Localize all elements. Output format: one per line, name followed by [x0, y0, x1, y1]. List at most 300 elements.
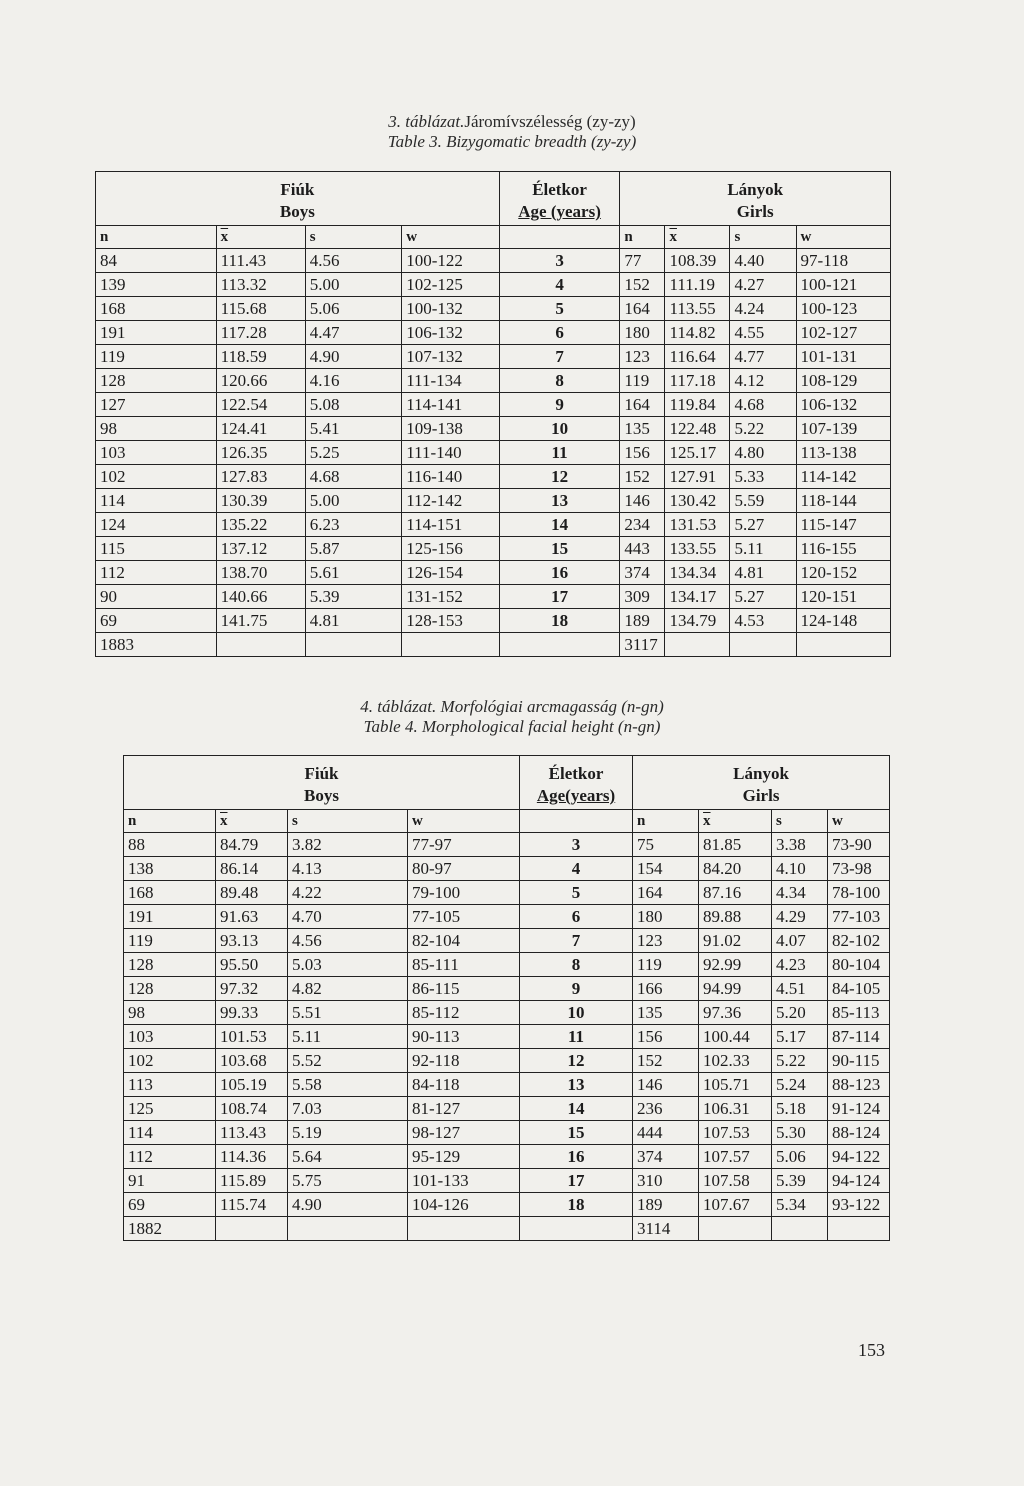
- age-cell: 12: [520, 1049, 633, 1073]
- boys-mean-cell: 118.59: [216, 345, 305, 369]
- girls-mean-cell: 122.48: [665, 417, 730, 441]
- boys-range-cell: 82-104: [408, 929, 520, 953]
- girls-mean-cell: 117.18: [665, 369, 730, 393]
- girls-n-cell: 156: [633, 1025, 699, 1049]
- age-cell: 11: [499, 441, 620, 465]
- girls-mean-header: $\overline{x}$: [699, 810, 772, 833]
- boys-range-cell: 128-153: [402, 609, 500, 633]
- girls-mean-cell: 114.82: [665, 321, 730, 345]
- age-cell: 14: [520, 1097, 633, 1121]
- boys-mean-cell: 115.74: [216, 1193, 288, 1217]
- boys-mean-cell: 108.74: [216, 1097, 288, 1121]
- boys-n-cell: 98: [124, 1001, 216, 1025]
- boys-mean-cell: 114.36: [216, 1145, 288, 1169]
- age-cell: 10: [499, 417, 620, 441]
- boys-n-cell: 127: [96, 393, 217, 417]
- boys-sd-cell: 4.56: [305, 249, 401, 273]
- empty-cell: [216, 633, 305, 657]
- boys-sd-cell: 4.13: [288, 857, 408, 881]
- girls-range-header: w: [828, 810, 890, 833]
- girls-sd-cell: 4.51: [772, 977, 828, 1001]
- boys-range-cell: 84-118: [408, 1073, 520, 1097]
- boys-sd-cell: 5.11: [288, 1025, 408, 1049]
- girls-n-cell: 152: [620, 273, 665, 297]
- boys-range-cell: 85-111: [408, 953, 520, 977]
- girls-sd-cell: 5.17: [772, 1025, 828, 1049]
- boys-n-cell: 69: [96, 609, 217, 633]
- girls-group-header: Lányok Girls: [620, 172, 891, 226]
- boys-sd-cell: 5.41: [305, 417, 401, 441]
- boys-n-cell: 112: [96, 561, 217, 585]
- boys-sd-cell: 6.23: [305, 513, 401, 537]
- girls-mean-cell: 130.42: [665, 489, 730, 513]
- girls-sd-cell: 5.34: [772, 1193, 828, 1217]
- boys-n-cell: 69: [124, 1193, 216, 1217]
- table-row: [96, 369, 891, 393]
- age-cell: 4: [499, 273, 620, 297]
- boys-mean-cell: 103.68: [216, 1049, 288, 1073]
- girls-range-cell: 77-103: [828, 905, 890, 929]
- boys-range-cell: 77-97: [408, 833, 520, 857]
- age-cell: 13: [499, 489, 620, 513]
- table-row: [124, 1049, 890, 1073]
- boys-range-cell: 114-151: [402, 513, 500, 537]
- age-cell: 15: [520, 1121, 633, 1145]
- table-row: [124, 905, 890, 929]
- girls-mean-cell: 108.39: [665, 249, 730, 273]
- girls-n-cell: 135: [620, 417, 665, 441]
- boys-n-cell: 103: [124, 1025, 216, 1049]
- table-row: [96, 489, 891, 513]
- empty-cell: [305, 633, 401, 657]
- girls-range-cell: 108-129: [796, 369, 890, 393]
- boys-n-cell: 114: [124, 1121, 216, 1145]
- girls-n-cell: 152: [620, 465, 665, 489]
- boys-n-cell: 103: [96, 441, 217, 465]
- girls-range-cell: 82-102: [828, 929, 890, 953]
- girls-total-cell: 3117: [620, 633, 665, 657]
- age-cell: 10: [520, 1001, 633, 1025]
- girls-range-cell: 94-124: [828, 1169, 890, 1193]
- girls-n-cell: 374: [633, 1145, 699, 1169]
- boys-mean-cell: 97.32: [216, 977, 288, 1001]
- boys-range-cell: 77-105: [408, 905, 520, 929]
- girls-n-cell: 189: [620, 609, 665, 633]
- boys-sd-cell: 5.25: [305, 441, 401, 465]
- girls-mean-cell: 87.16: [699, 881, 772, 905]
- age-cell: 12: [499, 465, 620, 489]
- girls-sd-cell: 5.22: [730, 417, 796, 441]
- age-group-header: Életkor Age (years): [499, 172, 620, 226]
- girls-mean-cell: 107.57: [699, 1145, 772, 1169]
- boys-mean-header: $\overline{x}$: [216, 810, 288, 833]
- girls-sd-cell: 5.27: [730, 513, 796, 537]
- boys-sd-cell: 5.87: [305, 537, 401, 561]
- boys-range-cell: 90-113: [408, 1025, 520, 1049]
- girls-range-cell: 94-122: [828, 1145, 890, 1169]
- boys-range-cell: 114-141: [402, 393, 500, 417]
- boys-range-cell: 104-126: [408, 1193, 520, 1217]
- boys-mean-cell: 111.43: [216, 249, 305, 273]
- girls-mean-cell: 105.71: [699, 1073, 772, 1097]
- boys-mean-cell: 140.66: [216, 585, 305, 609]
- girls-sd-cell: 5.22: [772, 1049, 828, 1073]
- girls-sd-cell: 5.27: [730, 585, 796, 609]
- totals-row: [124, 1217, 890, 1241]
- boys-mean-cell: 113.32: [216, 273, 305, 297]
- boys-sd-cell: 5.00: [305, 273, 401, 297]
- girls-mean-cell: 119.84: [665, 393, 730, 417]
- age-cell: 9: [520, 977, 633, 1001]
- girls-sd-cell: 4.10: [772, 857, 828, 881]
- girls-n-cell: 123: [620, 345, 665, 369]
- boys-range-header: w: [402, 226, 500, 249]
- girls-range-cell: 80-104: [828, 953, 890, 977]
- girls-sd-cell: 4.23: [772, 953, 828, 977]
- boys-mean-cell: 95.50: [216, 953, 288, 977]
- girls-mean-cell: 81.85: [699, 833, 772, 857]
- age-cell: 17: [520, 1169, 633, 1193]
- boys-mean-cell: 113.43: [216, 1121, 288, 1145]
- girls-range-cell: 90-115: [828, 1049, 890, 1073]
- girls-range-cell: 101-131: [796, 345, 890, 369]
- girls-n-cell: 180: [620, 321, 665, 345]
- girls-n-cell: 443: [620, 537, 665, 561]
- boys-range-cell: 126-154: [402, 561, 500, 585]
- girls-sd-cell: 5.59: [730, 489, 796, 513]
- table3-caption-hu-label: 3. táblázat.: [388, 112, 465, 131]
- boys-n-cell: 88: [124, 833, 216, 857]
- empty-cell: [796, 633, 890, 657]
- girls-sd-header: s: [772, 810, 828, 833]
- boys-mean-cell: 91.63: [216, 905, 288, 929]
- boys-n-cell: 98: [96, 417, 217, 441]
- boys-group-header: Fiúk Boys: [96, 172, 500, 226]
- age-header-blank: [520, 810, 633, 833]
- boys-total-cell: 1882: [124, 1217, 216, 1241]
- page-number: 153: [858, 1340, 885, 1360]
- boys-sd-cell: 4.68: [305, 465, 401, 489]
- boys-sd-cell: 4.90: [305, 345, 401, 369]
- boys-range-cell: 111-134: [402, 369, 500, 393]
- girls-mean-cell: 134.17: [665, 585, 730, 609]
- age-header-blank: [499, 226, 620, 249]
- girls-sd-cell: 4.53: [730, 609, 796, 633]
- girls-n-cell: 234: [620, 513, 665, 537]
- boys-range-cell: 95-129: [408, 1145, 520, 1169]
- boys-mean-cell: 124.41: [216, 417, 305, 441]
- girls-mean-cell: 127.91: [665, 465, 730, 489]
- boys-sd-cell: 5.75: [288, 1169, 408, 1193]
- girls-n-cell: 189: [633, 1193, 699, 1217]
- boys-mean-header: $\overline{x}$: [216, 226, 305, 249]
- boys-range-cell: 98-127: [408, 1121, 520, 1145]
- girls-range-cell: 97-118: [796, 249, 890, 273]
- boys-sd-header: s: [305, 226, 401, 249]
- boys-n-cell: 115: [96, 537, 217, 561]
- girls-range-cell: 88-124: [828, 1121, 890, 1145]
- girls-sd-cell: 5.24: [772, 1073, 828, 1097]
- boys-range-cell: 85-112: [408, 1001, 520, 1025]
- boys-n-cell: 102: [96, 465, 217, 489]
- empty-cell: [288, 1217, 408, 1241]
- age-group-header: Életkor Age(years): [520, 756, 633, 810]
- boys-sd-cell: 5.00: [305, 489, 401, 513]
- boys-range-cell: 107-132: [402, 345, 500, 369]
- table-row: [96, 417, 891, 441]
- girls-range-cell: 78-100: [828, 881, 890, 905]
- age-cell: 14: [499, 513, 620, 537]
- age-cell: 5: [499, 297, 620, 321]
- boys-mean-cell: 138.70: [216, 561, 305, 585]
- girls-range-cell: 118-144: [796, 489, 890, 513]
- girls-sd-cell: 4.12: [730, 369, 796, 393]
- boys-sd-cell: 5.58: [288, 1073, 408, 1097]
- empty-cell: [828, 1217, 890, 1241]
- table-row: [96, 393, 891, 417]
- empty-cell: [730, 633, 796, 657]
- table4-caption: [0, 697, 1024, 737]
- girls-sd-cell: 3.38: [772, 833, 828, 857]
- girls-range-cell: 102-127: [796, 321, 890, 345]
- empty-cell: [216, 1217, 288, 1241]
- table-row: [124, 1001, 890, 1025]
- boys-n-header: n: [96, 226, 217, 249]
- age-cell: 7: [499, 345, 620, 369]
- girls-sd-cell: 4.68: [730, 393, 796, 417]
- boys-mean-cell: 115.68: [216, 297, 305, 321]
- boys-sd-cell: 5.03: [288, 953, 408, 977]
- boys-sd-cell: 5.19: [288, 1121, 408, 1145]
- boys-mean-cell: 101.53: [216, 1025, 288, 1049]
- girls-mean-cell: 91.02: [699, 929, 772, 953]
- boys-n-cell: 114: [96, 489, 217, 513]
- age-cell: 9: [499, 393, 620, 417]
- girls-sd-cell: 4.29: [772, 905, 828, 929]
- table-row: [124, 1097, 890, 1121]
- empty-cell: [699, 1217, 772, 1241]
- age-cell: 3: [520, 833, 633, 857]
- table-row: [96, 321, 891, 345]
- boys-sd-cell: 3.82: [288, 833, 408, 857]
- table-row: [96, 441, 891, 465]
- age-cell: 6: [499, 321, 620, 345]
- girls-sd-cell: 5.30: [772, 1121, 828, 1145]
- boys-range-cell: 100-132: [402, 297, 500, 321]
- boys-n-cell: 168: [96, 297, 217, 321]
- girls-n-cell: 164: [633, 881, 699, 905]
- girls-range-cell: 107-139: [796, 417, 890, 441]
- girls-mean-cell: 113.55: [665, 297, 730, 321]
- girls-sd-cell: 5.06: [772, 1145, 828, 1169]
- boys-mean-cell: 130.39: [216, 489, 305, 513]
- empty-cell: [402, 633, 500, 657]
- boys-range-cell: 86-115: [408, 977, 520, 1001]
- girls-sd-cell: 4.40: [730, 249, 796, 273]
- boys-range-cell: 100-122: [402, 249, 500, 273]
- girls-range-cell: 73-90: [828, 833, 890, 857]
- girls-mean-cell: 97.36: [699, 1001, 772, 1025]
- boys-mean-cell: 93.13: [216, 929, 288, 953]
- table-row: [96, 345, 891, 369]
- boys-sd-cell: 5.08: [305, 393, 401, 417]
- age-cell: 17: [499, 585, 620, 609]
- girls-n-cell: 164: [620, 297, 665, 321]
- boys-sd-cell: 5.51: [288, 1001, 408, 1025]
- girls-sd-cell: 5.33: [730, 465, 796, 489]
- table3-caption-hu: [0, 112, 1024, 132]
- girls-mean-cell: 106.31: [699, 1097, 772, 1121]
- girls-range-cell: 91-124: [828, 1097, 890, 1121]
- boys-range-cell: 102-125: [402, 273, 500, 297]
- boys-range-cell: 125-156: [402, 537, 500, 561]
- table-row: [96, 465, 891, 489]
- age-cell: 16: [499, 561, 620, 585]
- table4-caption-hu: 4. táblázat. Morfológiai arcmagasság (n-gn): [360, 697, 664, 716]
- girls-sd-cell: 4.27: [730, 273, 796, 297]
- boys-n-cell: 91: [124, 1169, 216, 1193]
- girls-range-cell: 114-142: [796, 465, 890, 489]
- boys-sd-header: s: [288, 810, 408, 833]
- age-cell: 11: [520, 1025, 633, 1049]
- age-cell: 18: [499, 609, 620, 633]
- girls-sd-cell: 4.81: [730, 561, 796, 585]
- girls-group-header: Lányok Girls: [633, 756, 890, 810]
- girls-range-cell: 100-123: [796, 297, 890, 321]
- boys-mean-cell: 127.83: [216, 465, 305, 489]
- girls-mean-cell: 133.55: [665, 537, 730, 561]
- table-row: [96, 585, 891, 609]
- girls-n-cell: 444: [633, 1121, 699, 1145]
- boys-mean-cell: 135.22: [216, 513, 305, 537]
- table3-caption: [0, 112, 1024, 152]
- girls-range-cell: 93-122: [828, 1193, 890, 1217]
- boys-mean-cell: 126.35: [216, 441, 305, 465]
- age-cell: 15: [499, 537, 620, 561]
- boys-n-header: n: [124, 810, 216, 833]
- girls-mean-cell: 100.44: [699, 1025, 772, 1049]
- girls-n-cell: 236: [633, 1097, 699, 1121]
- table4-caption-en: Table 4. Morphological facial height (n-gn): [363, 717, 661, 736]
- table3-caption-hu-title: Járomívszélesség (zy-zy): [464, 112, 636, 131]
- boys-range-cell: 81-127: [408, 1097, 520, 1121]
- boys-range-cell: 92-118: [408, 1049, 520, 1073]
- girls-sd-cell: 4.77: [730, 345, 796, 369]
- girls-range-cell: 120-152: [796, 561, 890, 585]
- boys-n-cell: 128: [124, 977, 216, 1001]
- boys-n-cell: 119: [124, 929, 216, 953]
- girls-n-cell: 75: [633, 833, 699, 857]
- girls-n-cell: 154: [633, 857, 699, 881]
- girls-sd-cell: 4.80: [730, 441, 796, 465]
- girls-mean-cell: 107.53: [699, 1121, 772, 1145]
- empty-cell: [772, 1217, 828, 1241]
- boys-n-cell: 125: [124, 1097, 216, 1121]
- girls-sd-cell: 4.07: [772, 929, 828, 953]
- girls-mean-cell: 107.67: [699, 1193, 772, 1217]
- boys-range-header: w: [408, 810, 520, 833]
- girls-range-header: w: [796, 226, 890, 249]
- girls-sd-cell: 5.39: [772, 1169, 828, 1193]
- girls-sd-cell: 5.18: [772, 1097, 828, 1121]
- age-cell: 7: [520, 929, 633, 953]
- table-row: [124, 1121, 890, 1145]
- table-row: [96, 273, 891, 297]
- girls-n-cell: 77: [620, 249, 665, 273]
- girls-sd-header: s: [730, 226, 796, 249]
- girls-n-cell: 123: [633, 929, 699, 953]
- boys-mean-cell: 99.33: [216, 1001, 288, 1025]
- boys-range-cell: 106-132: [402, 321, 500, 345]
- boys-n-cell: 124: [96, 513, 217, 537]
- boys-mean-cell: 115.89: [216, 1169, 288, 1193]
- boys-range-cell: 79-100: [408, 881, 520, 905]
- age-cell: 8: [499, 369, 620, 393]
- table-row: [124, 929, 890, 953]
- girls-range-cell: 115-147: [796, 513, 890, 537]
- girls-sd-cell: 4.55: [730, 321, 796, 345]
- girls-n-cell: 152: [633, 1049, 699, 1073]
- boys-sd-cell: 7.03: [288, 1097, 408, 1121]
- age-cell: 5: [520, 881, 633, 905]
- girls-mean-cell: 94.99: [699, 977, 772, 1001]
- boys-n-cell: 191: [96, 321, 217, 345]
- boys-sd-cell: 4.22: [288, 881, 408, 905]
- boys-range-cell: 109-138: [402, 417, 500, 441]
- boys-sd-cell: 5.64: [288, 1145, 408, 1169]
- girls-n-header: n: [620, 226, 665, 249]
- girls-mean-cell: 131.53: [665, 513, 730, 537]
- table-row: [96, 513, 891, 537]
- boys-n-cell: 84: [96, 249, 217, 273]
- boys-sd-cell: 4.70: [288, 905, 408, 929]
- girls-range-cell: 116-155: [796, 537, 890, 561]
- empty-cell: [499, 633, 620, 657]
- girls-n-cell: 309: [620, 585, 665, 609]
- empty-cell: [520, 1217, 633, 1241]
- table-row: [124, 857, 890, 881]
- girls-mean-cell: 84.20: [699, 857, 772, 881]
- girls-range-cell: 87-114: [828, 1025, 890, 1049]
- girls-n-cell: 310: [633, 1169, 699, 1193]
- boys-range-cell: 112-142: [402, 489, 500, 513]
- boys-sd-cell: 4.56: [288, 929, 408, 953]
- boys-range-cell: 116-140: [402, 465, 500, 489]
- table-row: [96, 609, 891, 633]
- age-cell: 8: [520, 953, 633, 977]
- girls-mean-cell: 116.64: [665, 345, 730, 369]
- boys-sd-cell: 5.06: [305, 297, 401, 321]
- age-cell: 16: [520, 1145, 633, 1169]
- girls-n-cell: 180: [633, 905, 699, 929]
- table-row: [124, 1169, 890, 1193]
- empty-cell: [408, 1217, 520, 1241]
- table-row: [124, 1025, 890, 1049]
- boys-range-cell: 80-97: [408, 857, 520, 881]
- boys-n-cell: 119: [96, 345, 217, 369]
- boys-mean-cell: 122.54: [216, 393, 305, 417]
- table-row: [124, 1193, 890, 1217]
- girls-n-cell: 166: [633, 977, 699, 1001]
- girls-mean-cell: 134.79: [665, 609, 730, 633]
- girls-range-cell: 124-148: [796, 609, 890, 633]
- table4-morphological-facial-height: [123, 755, 890, 1241]
- boys-mean-cell: 86.14: [216, 857, 288, 881]
- boys-n-cell: 90: [96, 585, 217, 609]
- table3-bizygomatic-breadth: [95, 171, 891, 657]
- girls-range-cell: 73-98: [828, 857, 890, 881]
- boys-n-cell: 128: [96, 369, 217, 393]
